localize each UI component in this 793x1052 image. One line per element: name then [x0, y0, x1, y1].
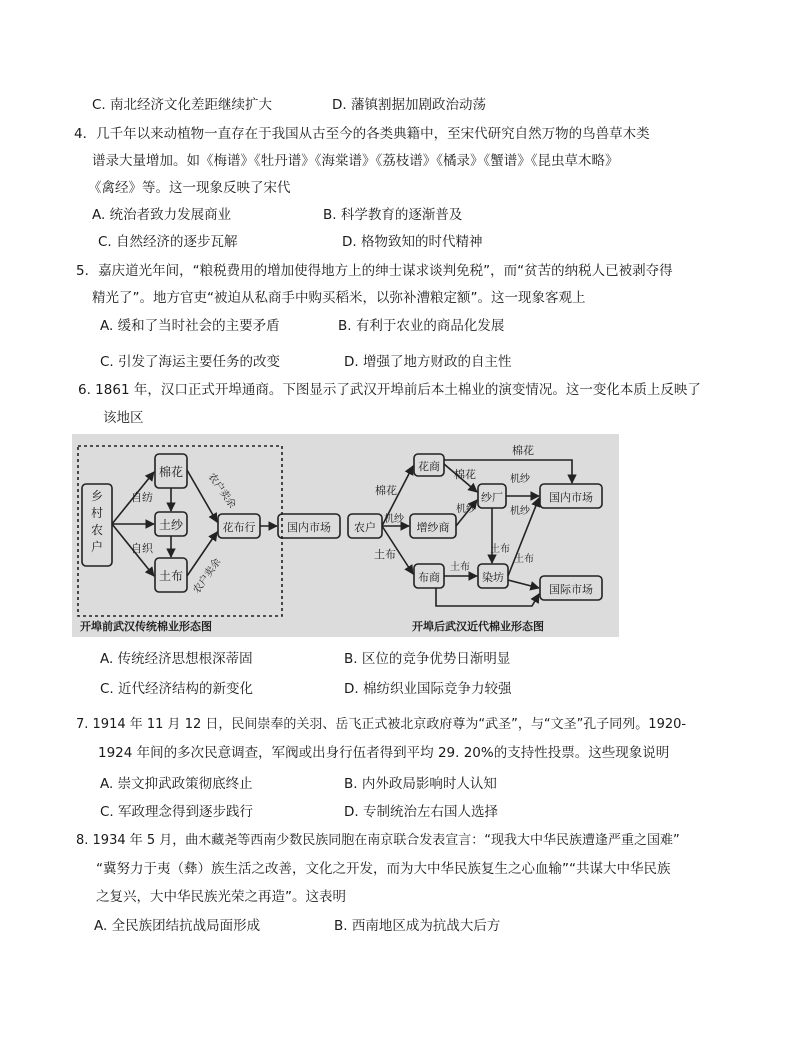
q7-option-a: A. 崇文抑武政策彻底终止: [100, 776, 253, 792]
label-flow-machine-yarn-4: 机纱: [510, 506, 530, 517]
q6-option-a: A. 传统经济思想根深蒂固: [100, 651, 253, 667]
label-flow-cloth-right: 土布: [514, 554, 534, 565]
label-flow-cotton-left: 棉花: [375, 484, 397, 497]
label-mill: 纱厂: [481, 491, 503, 504]
q8-stem-line-3: 之复兴，大中华民族光荣之再造”。这表明: [96, 889, 346, 905]
label-cotton-merchant: 花商: [418, 460, 440, 473]
q6-option-b: B. 区位的竞争优势日渐明显: [344, 651, 511, 667]
q5-stem-line-2: 精光了”。地方官吏“被迫从私商手中购买稻米，以弥补漕粮定额”。这一现象客观上: [92, 290, 586, 306]
label-flow-cotton-top: 棉花: [512, 444, 534, 457]
label-yarn-merchant: 增纱商: [416, 521, 450, 534]
q8-stem-line-2: “冀努力于夷（彝）族生活之改善，文化之开发，而为大中华民族复生之心血输”“共谋大中华民族: [96, 861, 671, 877]
label-cloth-left: 土布: [158, 569, 184, 583]
q5-option-c: C. 引发了海运主要任务的改变: [100, 354, 281, 370]
label-flow-cloth-left: 土布: [374, 548, 396, 561]
label-flow-machine-yarn-3: 机纱: [510, 474, 530, 485]
label-farmer-right: 农户: [354, 521, 376, 534]
q5-option-d: D. 增强了地方财政的自主性: [344, 354, 512, 370]
q4-option-d: D. 格物致知的时代精神: [342, 234, 483, 250]
label-farmer-sell-2: 农户卖余: [191, 556, 224, 596]
label-self-spin: 自纺: [131, 491, 153, 504]
q5-stem-line-1: 5．嘉庆道光年间，“粮税费用的增加使得地方上的绅士谋求谈判免税”，而“贫苦的纳税人已被剥夺得: [76, 263, 673, 279]
label-flow-cloth-mid: 土布: [450, 562, 470, 573]
cotton-industry-diagram: [72, 434, 619, 637]
q4-stem-line-3: 《禽经》等。这一现象反映了宋代: [88, 180, 291, 196]
label-yarn-left: 土纱: [158, 518, 184, 532]
q6-option-d: D. 棉纺织业国际竞争力较强: [344, 681, 512, 697]
q5-option-b: B. 有利于农业的商品化发展: [338, 318, 505, 334]
label-intl-market: 国际市场: [549, 583, 593, 596]
q7-option-d: D. 专制统治左右国人选择: [344, 804, 498, 820]
label-weaving: 染坊: [482, 571, 504, 584]
q8-option-b: B. 西南地区成为抗战大后方: [334, 918, 501, 934]
label-village-farmer: 乡村农户: [90, 489, 104, 554]
label-cotton-left: 棉花: [158, 465, 184, 479]
label-flow-cotton-mid: 棉花: [454, 468, 476, 481]
q7-stem-line-2: 1924 年间的多次民意调查，军阀或出身行伍者得到平均 29. 20%的支持性投票。这些现象说明: [98, 745, 670, 761]
label-flow-machine-yarn-2: 机纱: [456, 504, 476, 515]
q5-option-a: A. 缓和了当时社会的主要矛盾: [100, 318, 280, 334]
q6-option-c: C. 近代经济结构的新变化: [100, 681, 254, 697]
q3-option-c: C. 南北经济文化差距继续扩大: [92, 97, 273, 113]
q6-stem-line-2: 该地区: [103, 410, 144, 426]
label-self-weave: 自织: [131, 542, 153, 555]
caption-right: 开埠后武汉近代棉业形态图: [412, 620, 544, 633]
label-cloth-market: 花布行: [222, 521, 256, 534]
caption-left: 开埠前武汉传统棉业形态图: [80, 620, 212, 633]
q4-option-a: A. 统治者致力发展商业: [92, 207, 232, 223]
q4-stem-line-1: 4．几千年以来动植物一直存在于我国从古至今的各类典籍中，至宋代研究自然万物的鸟兽草木类: [74, 126, 650, 142]
q8-stem-line-1: 8. 1934 年 5 月，曲木藏尧等西南少数民族同胞在南京联合发表宣言：“现我大中华民族遭逢严重之国难”: [76, 833, 680, 848]
q6-stem-line-1: 6. 1861 年，汉口正式开埠通商。下图显示了武汉开埠前后本土棉业的演变情况。这一变化本质上反映了: [78, 382, 701, 398]
label-cloth-merchant: 布商: [418, 571, 440, 584]
q4-option-c: C. 自然经济的逐步瓦解: [98, 234, 238, 250]
label-flow-cloth-up: 土布: [490, 544, 510, 555]
q4-stem-line-2: 谱录大量增加。如《梅谱》《牡丹谱》《海棠谱》《荔枝谱》《橘录》《蟹谱》《昆虫草木略》: [92, 153, 619, 169]
q8-option-a: A. 全民族团结抗战局面形成: [94, 918, 261, 934]
q7-stem-line-1: 7. 1914 年 11 月 12 日，民间崇奉的关羽、岳飞正式被北京政府尊为“武圣”，与“文圣”孔子同列。1920-: [76, 717, 687, 732]
q4-option-b: B. 科学教育的逐渐普及: [323, 207, 463, 223]
q7-option-c: C. 军政理念得到逐步践行: [100, 804, 254, 820]
label-farmer-sell-1: 农户卖余: [205, 471, 238, 511]
label-domestic-market-right: 国内市场: [549, 491, 593, 504]
label-flow-machine-yarn-1: 机纱: [384, 514, 404, 525]
q7-option-b: B. 内外政局影响时人认知: [344, 776, 497, 792]
label-domestic-market-left: 国内市场: [287, 521, 331, 534]
q3-option-d: D. 藩镇割据加剧政治动荡: [332, 97, 486, 113]
